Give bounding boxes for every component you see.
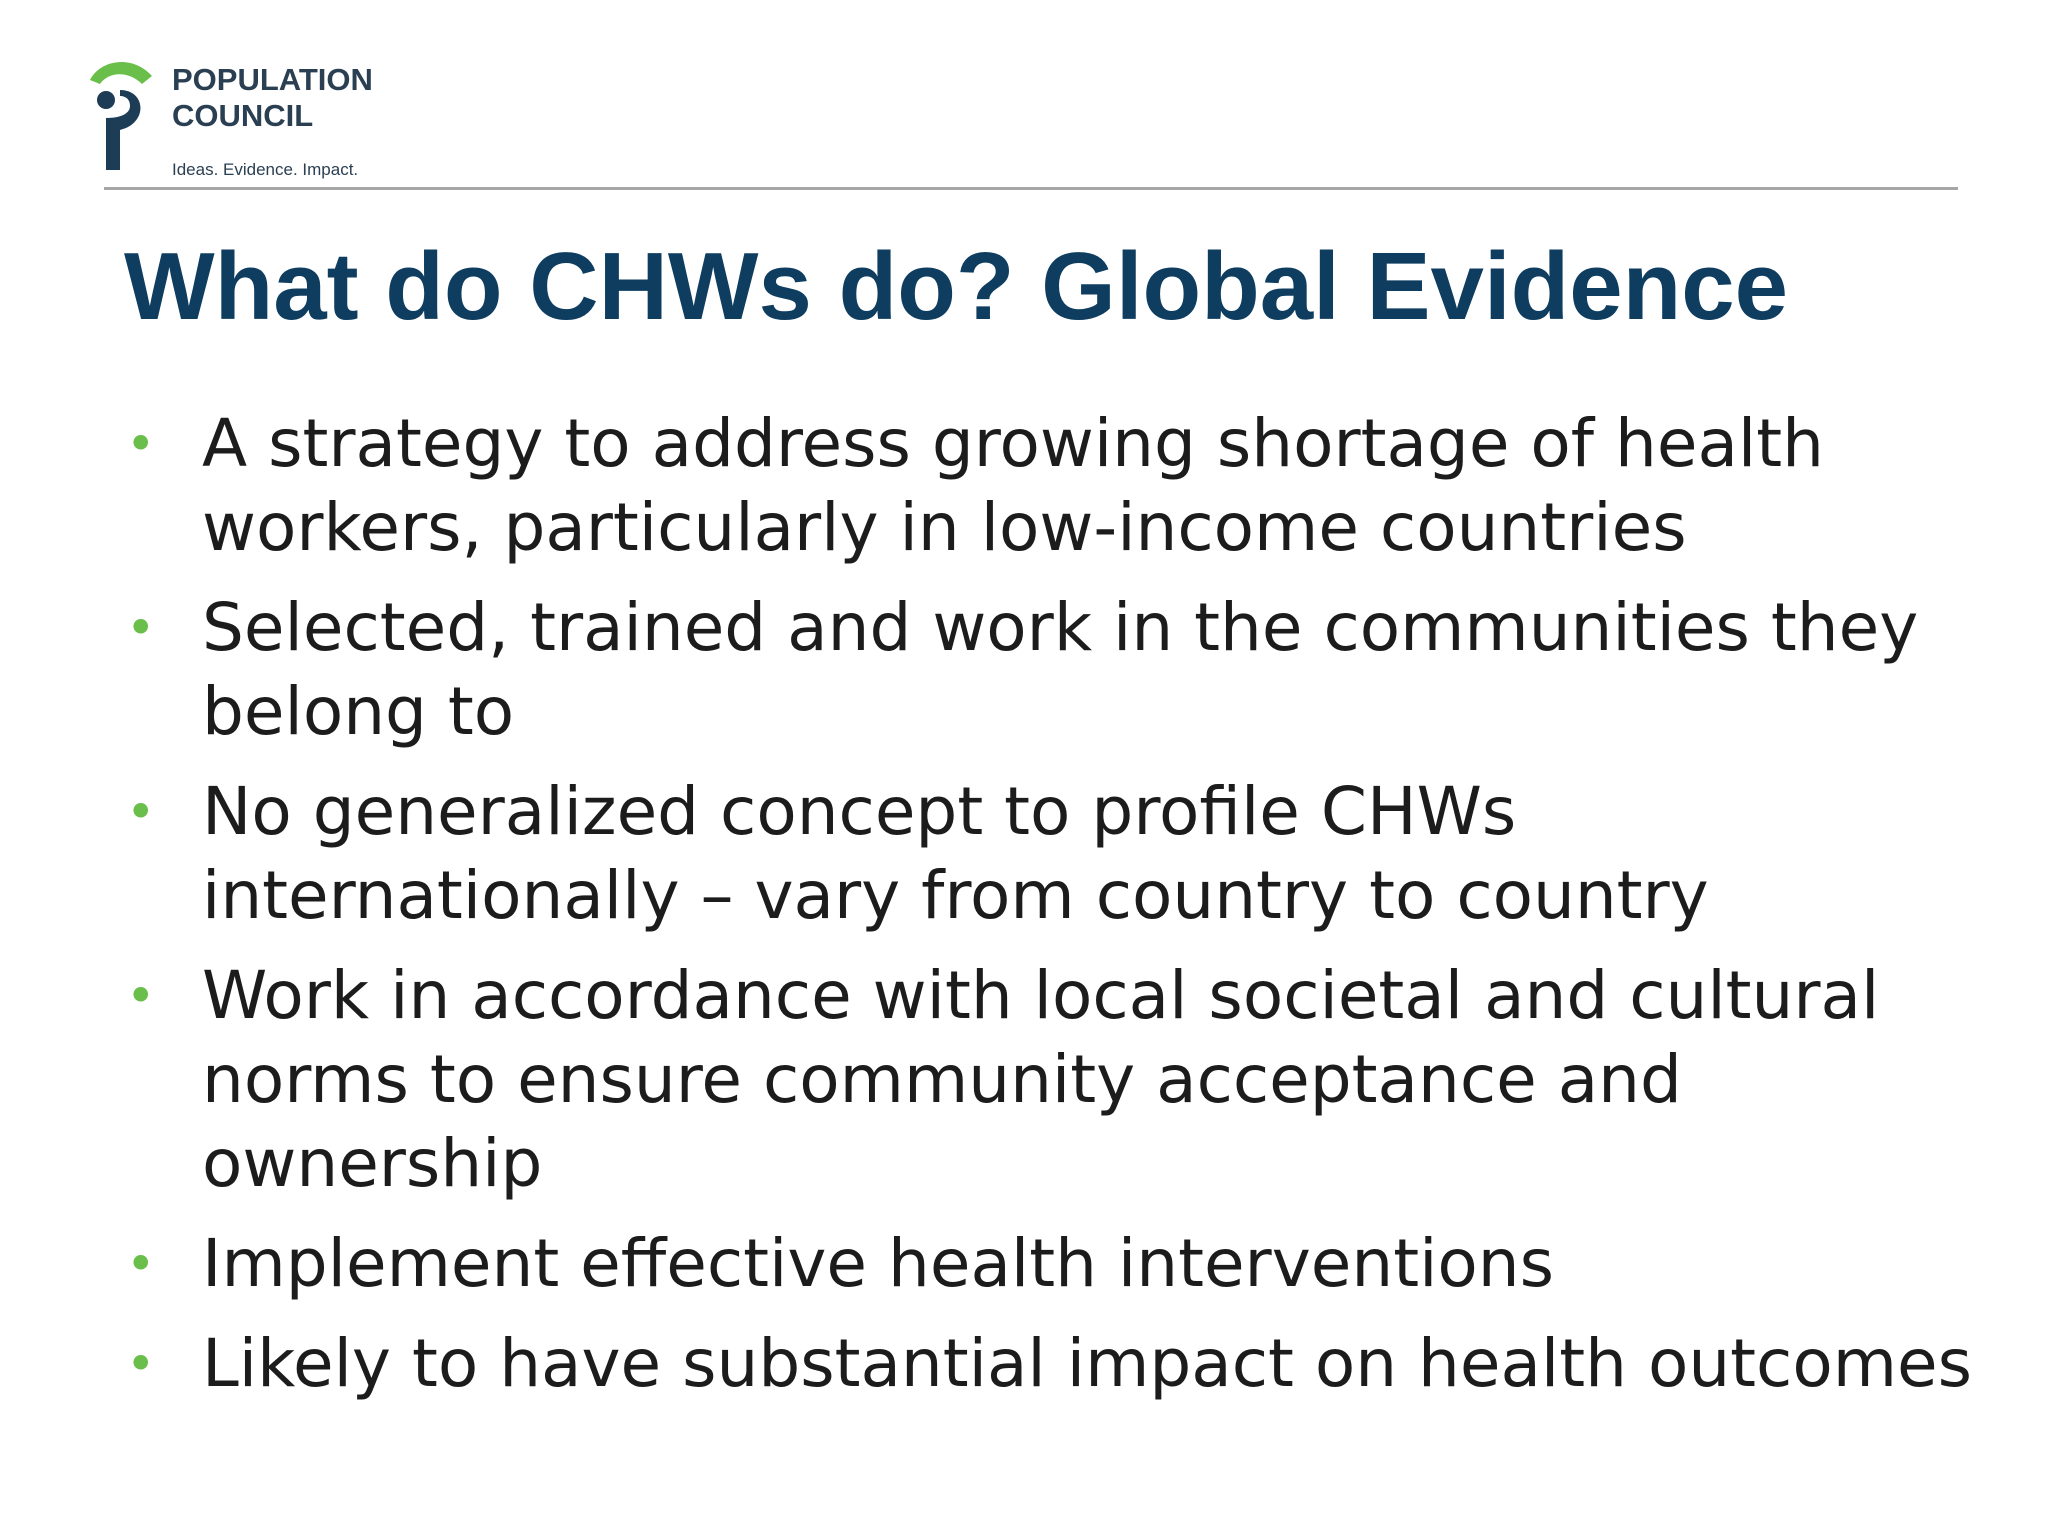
logo-line-1: POPULATION <box>172 62 373 97</box>
bullet-dot-icon: • <box>126 1235 156 1293</box>
bullet-item <box>124 770 1984 938</box>
population-council-logo-mark-icon <box>86 56 158 174</box>
logo-line-2: COUNCIL <box>172 98 314 133</box>
slide-title: What do CHWs do? Global Evidence <box>124 233 1789 340</box>
bullet-text: Selected, trained and work in the communities they belong to <box>202 589 1919 750</box>
bullet-dot-icon: • <box>126 967 156 1025</box>
bullet-dot-icon: • <box>126 599 156 657</box>
bullet-item <box>124 402 1984 570</box>
bullet-item <box>124 1322 1984 1406</box>
logo-tagline: Ideas. Evidence. Impact. <box>172 160 359 179</box>
bullet-dot-icon: • <box>126 415 156 473</box>
header-divider <box>104 187 1958 190</box>
logo-text <box>172 62 373 180</box>
bullet-dot-icon: • <box>126 783 156 841</box>
bullet-text: Likely to have substantial impact on health outcomes <box>202 1325 1972 1402</box>
bullet-list <box>124 402 1984 1422</box>
population-council-logo <box>86 56 406 179</box>
bullet-item <box>124 1222 1984 1306</box>
bullet-dot-icon: • <box>126 1335 156 1393</box>
bullet-text: A strategy to address growing shortage of health workers, particularly in low-income countries <box>202 405 1824 566</box>
bullet-text: No generalized concept to profile CHWs internationally – vary from country to country <box>202 773 1709 934</box>
bullet-text: Implement effective health interventions <box>202 1225 1555 1302</box>
bullet-text: Work in accordance with local societal and cultural norms to ensure community acceptance and ownership <box>202 957 1880 1202</box>
bullet-item <box>124 954 1984 1206</box>
bullet-item <box>124 586 1984 754</box>
